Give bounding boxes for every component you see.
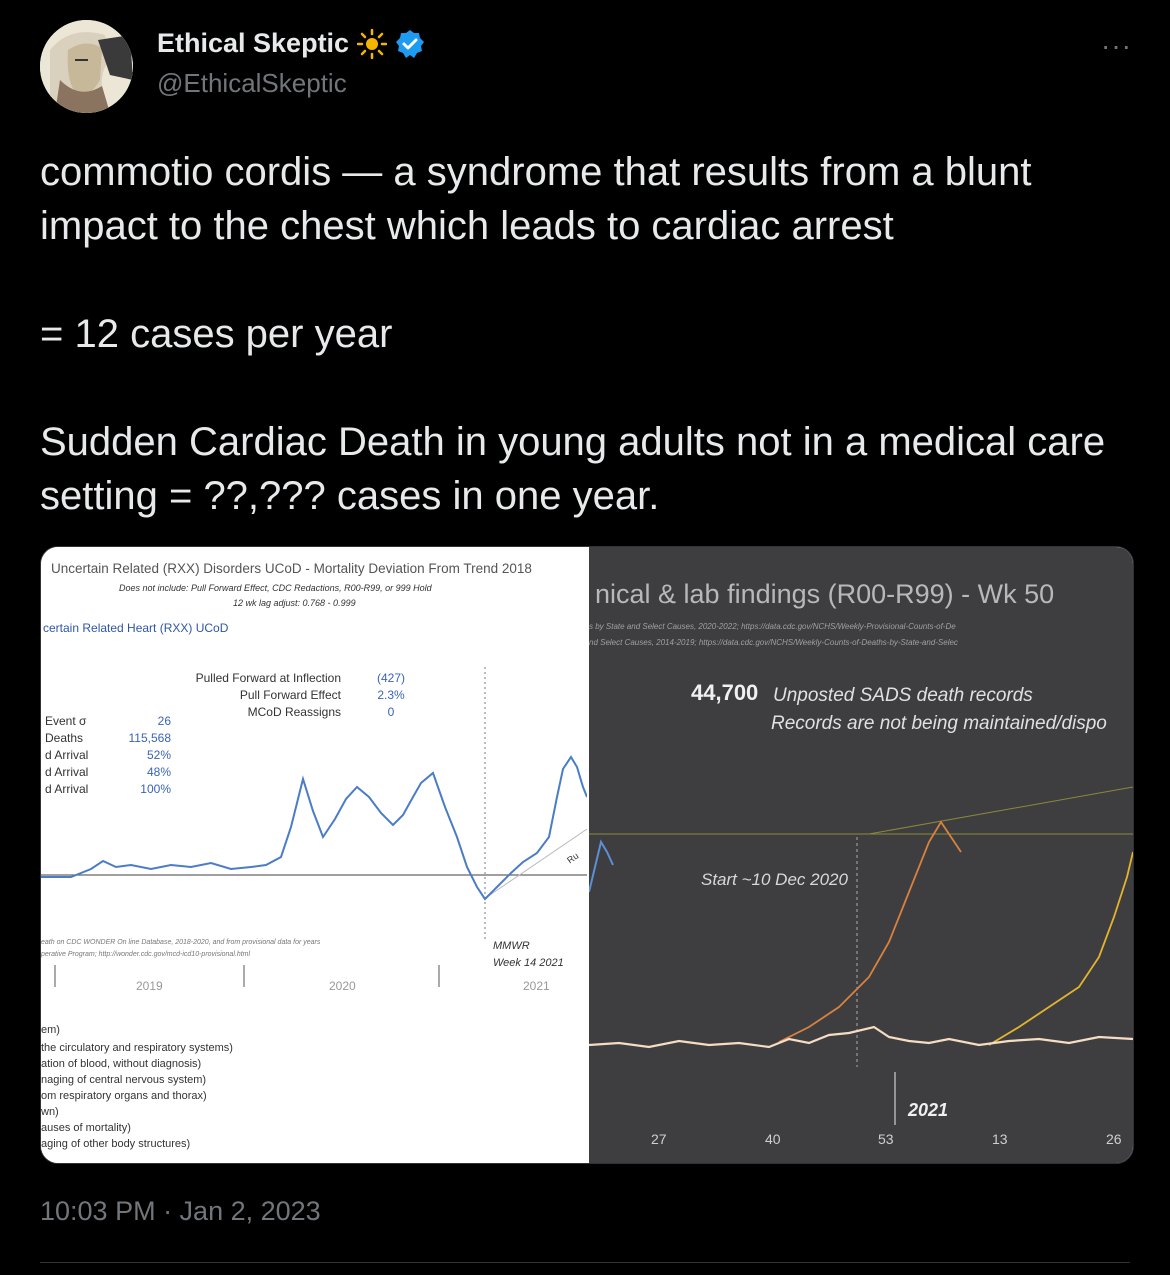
avatar-portrait-icon: [40, 20, 133, 113]
more-options-icon[interactable]: ···: [1101, 30, 1132, 61]
right-chart-image[interactable]: [589, 547, 1133, 1163]
left-stat-label: d Arrival: [45, 782, 89, 796]
sun-emoji-icon: [357, 29, 387, 59]
legend-item: ation of blood, without diagnosis): [41, 1058, 202, 1070]
trend-label: Ru: [565, 850, 581, 866]
tweet-timestamp[interactable]: 10:03 PM · Jan 2, 2023: [40, 1196, 321, 1226]
right-chart-source: nd Select Causes, 2014-2019; https://data.cdc.gov/NCHS/Weekly-Counts-of-Deaths-by-State-and-Selec: [589, 638, 958, 647]
left-chart-source: eath on CDC WONDER On line Database, 2018-2020, and from provisional data for years: [41, 939, 321, 946]
tweet-line: Sudden Cardiac Death in young adults not in a medical care setting = ??,??? cases in one year.: [40, 420, 1106, 518]
right-chart-source: s by State and Select Causes, 2020-2022; https://data.cdc.gov/NCHS/Weekly-Provisional-Counts-of-De: [589, 622, 956, 631]
year-label: 2020: [329, 979, 356, 993]
sads-count: 44,700: [691, 680, 759, 705]
divider: [40, 1262, 1130, 1263]
stat-value: (427): [376, 671, 405, 685]
x-tick: 26: [1106, 1131, 1122, 1147]
x-tick: 53: [878, 1131, 894, 1147]
author-handle[interactable]: @EthicalSkeptic: [157, 68, 347, 98]
mmwr-label: MMWR: [493, 940, 530, 952]
legend-item: auses of mortality): [41, 1122, 131, 1134]
left-stat-label: Deaths: [45, 731, 84, 745]
left-chart-image[interactable]: [41, 547, 587, 1163]
tweet-line: commotio cordis — a syndrome that results from a blunt impact to the chest which leads to cardiac arrest: [40, 150, 1032, 248]
legend-item: aging of other body structures): [41, 1138, 191, 1150]
left-stat-value: 48%: [146, 765, 171, 779]
verified-badge-icon[interactable]: [395, 29, 425, 59]
left-chart-source: perative Program; http://wonder.cdc.gov/mcd-icd10-provisional.html: [41, 951, 251, 958]
tweet-text: [40, 145, 1140, 523]
tweet-line: = 12 cases per year: [40, 312, 393, 356]
mmwr-week: Week 14 2021: [493, 957, 564, 969]
legend-item: wn): [41, 1106, 59, 1118]
left-stat-label: d Arrival: [45, 765, 89, 779]
author-name[interactable]: Ethical Skeptic: [157, 28, 350, 58]
year-label: 2019: [136, 979, 163, 993]
legend-item: the circulatory and respiratory systems): [41, 1042, 233, 1054]
sads-count-label: Unposted SADS death records: [773, 685, 1033, 706]
legend-item: em): [41, 1024, 60, 1036]
stat-value: 2.3%: [377, 688, 405, 702]
left-chart-subtitle: Does not include: Pull Forward Effect, CDC Redactions, R00-R99, or 999 Hold: [119, 583, 432, 593]
year-label: 2021: [523, 979, 550, 993]
author-name-row[interactable]: [157, 28, 425, 59]
x-tick: 27: [651, 1131, 667, 1147]
year-2021-label: 2021: [908, 1100, 949, 1120]
stat-label: MCoD Reassigns: [247, 705, 341, 719]
avatar[interactable]: [40, 20, 133, 113]
records-note: Records are not being maintained/dispo: [771, 713, 1107, 734]
x-tick: 13: [992, 1131, 1008, 1147]
left-chart-title: Uncertain Related (RXX) Disorders UCoD - Mortality Deviation From Trend 2018: [51, 561, 532, 576]
stat-value: 0: [387, 705, 395, 719]
left-chart-subtitle: 12 wk lag adjust: 0.768 - 0.999: [233, 598, 356, 608]
left-chart-series-label: certain Related Heart (RXX) UCoD: [43, 621, 229, 635]
tweet-media[interactable]: [40, 546, 1134, 1164]
left-stat-value: 100%: [140, 782, 171, 796]
x-tick: 40: [765, 1131, 781, 1147]
stat-label: Pulled Forward at Inflection: [195, 671, 341, 685]
legend-item: om respiratory organs and thorax): [41, 1090, 207, 1102]
stat-label: Pull Forward Effect: [239, 688, 341, 702]
left-stat-label: d Arrival: [45, 748, 89, 762]
right-chart-plot: [589, 547, 1133, 1163]
start-label: Start ~10 Dec 2020: [701, 870, 848, 889]
right-chart-title: nical & lab findings (R00-R99) - Wk 50: [595, 579, 1055, 609]
legend-item: naging of central nervous system): [41, 1074, 207, 1086]
left-stat-label: Event σ: [45, 714, 87, 728]
left-stat-value: 26: [157, 714, 171, 728]
left-stat-value: 52%: [146, 748, 171, 762]
left-stat-value: 115,568: [128, 731, 171, 745]
left-chart-plot: [41, 547, 587, 987]
